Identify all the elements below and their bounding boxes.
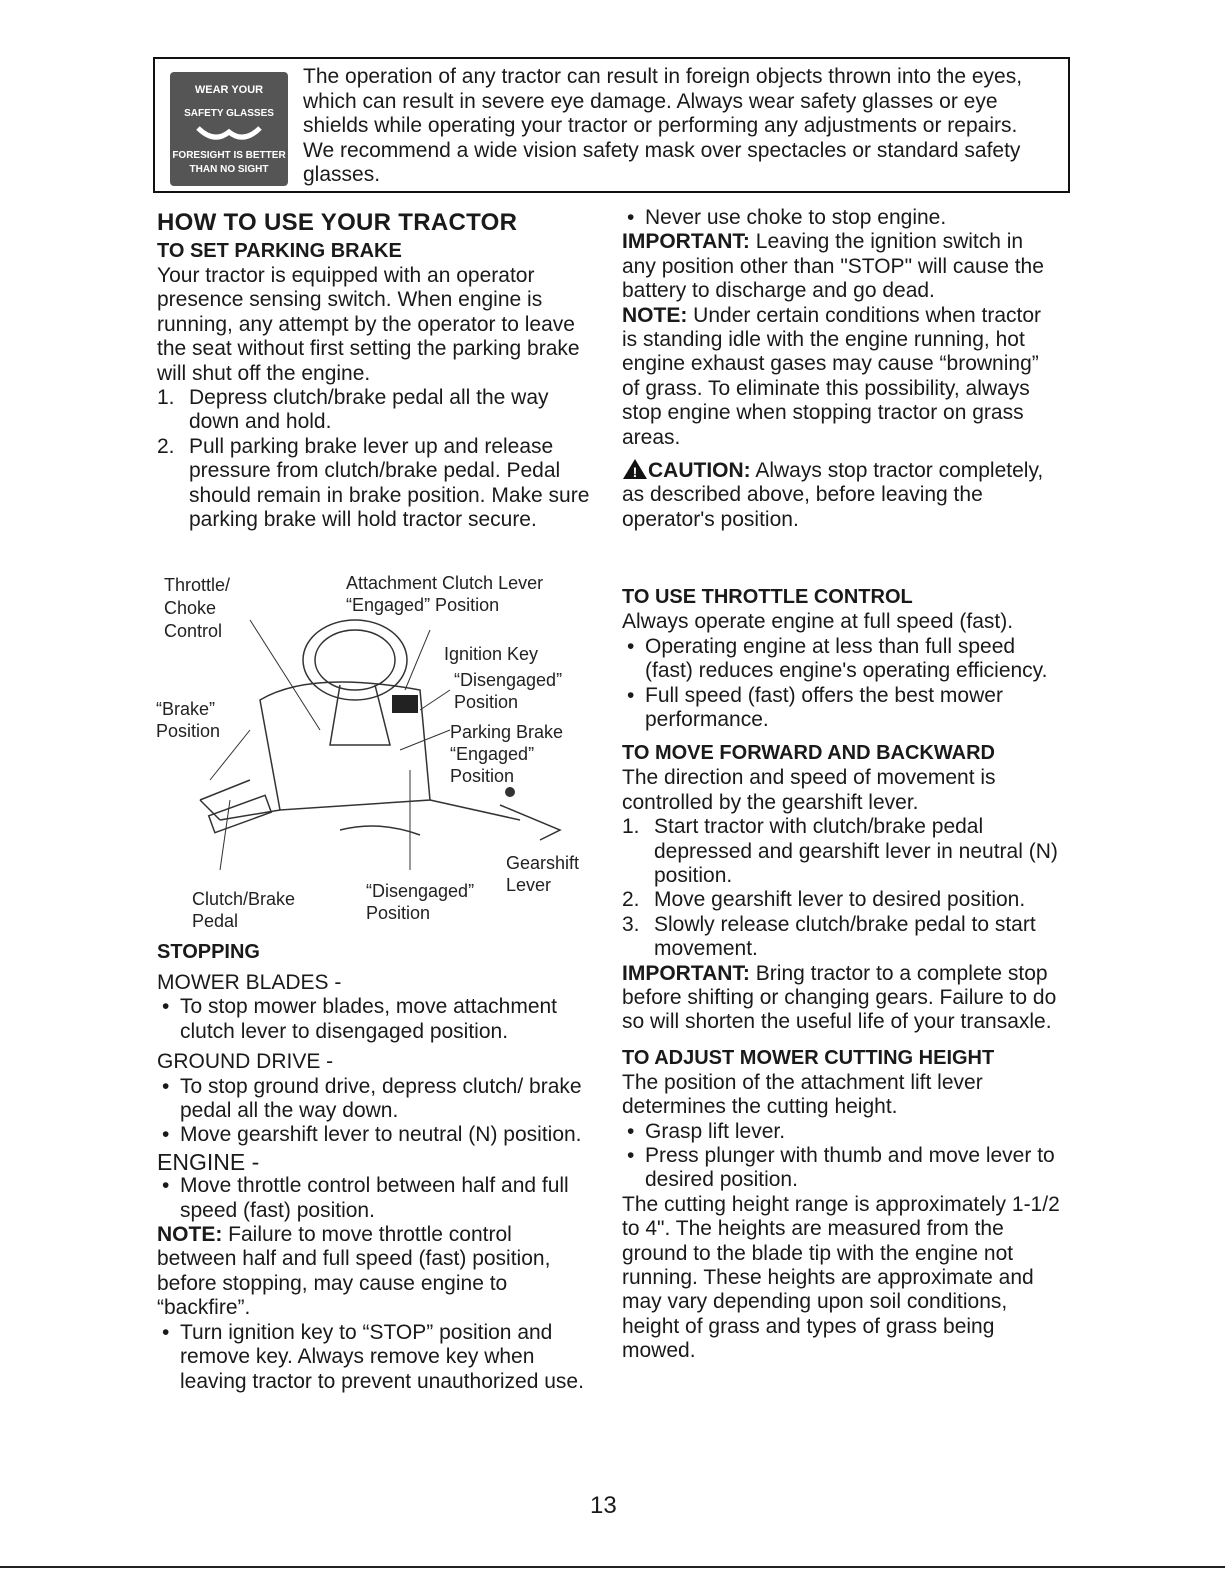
ground-bullet-1: • To stop ground drive, depress clutch/ brake pedal all the way down. (162, 1074, 582, 1123)
engine-note: NOTE: Failure to move throttle control between half and full speed (fast) position, before stopping, may cause engine to “backfire”. (157, 1223, 551, 1320)
label-attachment-clutch: Attachment Clutch Lever (346, 573, 544, 593)
page-title: HOW TO USE YOUR TRACTOR (157, 209, 518, 236)
caution-triangle-icon (622, 458, 648, 480)
label-pedal: Pedal (192, 911, 239, 931)
move-step-3: 3. Slowly release clutch/brake pedal to start movement. (622, 912, 1036, 961)
engine-label: ENGINE - (157, 1148, 260, 1175)
label-lever: Lever (506, 875, 552, 895)
throttle-bullet-1: • Operating engine at less than full speed (fast) reduces engine's operating efficiency. (627, 634, 1048, 683)
page-number: 13 (590, 1492, 617, 1519)
label-position-2: Position (450, 766, 515, 786)
left-column-top (157, 208, 597, 532)
label-position-1: Position (454, 692, 519, 712)
safety-glasses-badge (170, 72, 288, 186)
mower-bullet-1: • To stop mower blades, move attachment clutch lever to disengaged position. (162, 995, 558, 1043)
mower-blades-label: MOWER BLADES - (157, 971, 342, 994)
right-column (622, 206, 1060, 1364)
badge-line-2: SAFETY GLASSES (184, 108, 274, 119)
label-ignition-key: Ignition Key (444, 644, 539, 664)
label-parking-brake: Parking Brake (450, 722, 564, 742)
parking-step-2: 2. Pull parking brake lever up and release pressure from clutch/brake pedal. Pedal should remain in brake position. Make sure parking brake will hold tractor secure. (157, 434, 590, 532)
stopping-heading: STOPPING (157, 941, 260, 963)
engine-bullet-2: • Turn ignition key to “STOP” position and remove key. Always remove key when leaving tractor to prevent unauthorized use. (162, 1320, 584, 1393)
throttle-heading: TO USE THROTTLE CONTROL (622, 586, 913, 609)
controls-diagram (156, 570, 600, 931)
label-brake: “Brake” (156, 699, 216, 719)
choke-bullet: • Never use choke to stop engine. (627, 206, 947, 229)
label-disengaged-1: “Disengaged” (454, 670, 563, 690)
parking-step-1: 1. Depress clutch/brake pedal all the way down and hold. (157, 386, 549, 434)
move-step-2: 2. Move gearshift lever to desired position. (622, 888, 1026, 912)
height-body: The cutting height range is approximately 1-1/2 to 4". The heights are measured from the ground to the blade tip with the engine not running. These heights are approximate and may vary depending upon soil conditions, height of grass and types of grass being mowed. (622, 1192, 1060, 1363)
svg-text:!: ! (632, 464, 638, 481)
badge-line-3: FORESIGHT IS BETTER (172, 150, 286, 161)
left-column-bottom (157, 939, 597, 1394)
label-brake-position: Position (156, 721, 221, 741)
move-important: IMPORTANT: Bring tractor to a complete stop before shifting or changing gears. Failure to do so will shorten the useful life of your transaxle. (622, 961, 1057, 1034)
parking-brake-heading: TO SET PARKING BRAKE (157, 240, 402, 262)
note-browning: NOTE: Under certain conditions when tractor is standing idle with the engine running, hot engine exhaust gases may cause “browning” of grass. To eliminate this possibility, always stop engine when stopping tractor on grass areas. (622, 303, 1042, 449)
label-disengaged-2: “Disengaged” (366, 881, 475, 901)
label-attach-engaged: “Engaged” Position (346, 595, 500, 615)
height-bullet-1: • Grasp lift lever. (627, 1119, 786, 1143)
label-gearshift: Gearshift (506, 853, 580, 873)
height-bullet-2: • Press plunger with thumb and move lever to desired position. (627, 1144, 1055, 1192)
warning-text: The operation of any tractor can result in foreign objects thrown into the eyes, which can result in severe eye damage. Always wear safety glasses or eye shields while operating your tractor or performing any adjustments or repairs. We recommend a wide vision safety mask over spectacles or standard safety glasses. (303, 65, 1023, 186)
glasses-icon (194, 122, 264, 146)
label-position-3: Position (366, 903, 431, 923)
badge-line-4: THAN NO SIGHT (189, 164, 269, 175)
move-intro: The direction and speed of movement is controlled by the gearshift lever. (622, 766, 996, 814)
engine-bullet-1: • Move throttle control between half and full speed (fast) position. (162, 1174, 569, 1222)
bottom-rule (0, 1566, 1225, 1568)
parking-brake-intro: Your tractor is equipped with an operator presence sensing switch. When engine is running, any attempt by the operator to leave the seat without first setting the parking brake will shut off the engine. (157, 264, 580, 385)
caution-stop: ! CAUTION: Always stop tractor completely, as described above, before leaving the operator's position. (622, 459, 1044, 531)
height-heading: TO ADJUST MOWER CUTTING HEIGHT (622, 1046, 995, 1069)
move-heading: TO MOVE FORWARD AND BACKWARD (622, 742, 995, 765)
safety-warning-box (153, 57, 1070, 193)
height-intro: The position of the attachment lift lever determines the cutting height. (622, 1070, 983, 1119)
important-ignition: IMPORTANT: Leaving the ignition switch in any position other than "STOP" will cause the battery to discharge and go dead. (622, 230, 1044, 303)
badge-line-1: WEAR YOUR (194, 84, 264, 96)
label-throttle-choke: Throttle/ Choke Control (164, 575, 231, 641)
throttle-intro: Always operate engine at full speed (fast). (622, 610, 1014, 634)
ground-drive-label: GROUND DRIVE - (157, 1050, 334, 1074)
throttle-bullet-2: • Full speed (fast) offers the best mower performance. (627, 683, 1003, 731)
label-clutch-brake: Clutch/Brake (192, 889, 296, 909)
move-step-1: 1. Start tractor with clutch/brake pedal depressed and gearshift lever in neutral (N) position. (622, 815, 1058, 887)
ground-bullet-2: • Move gearshift lever to neutral (N) position. (162, 1123, 582, 1147)
label-engaged: “Engaged” (450, 744, 535, 764)
